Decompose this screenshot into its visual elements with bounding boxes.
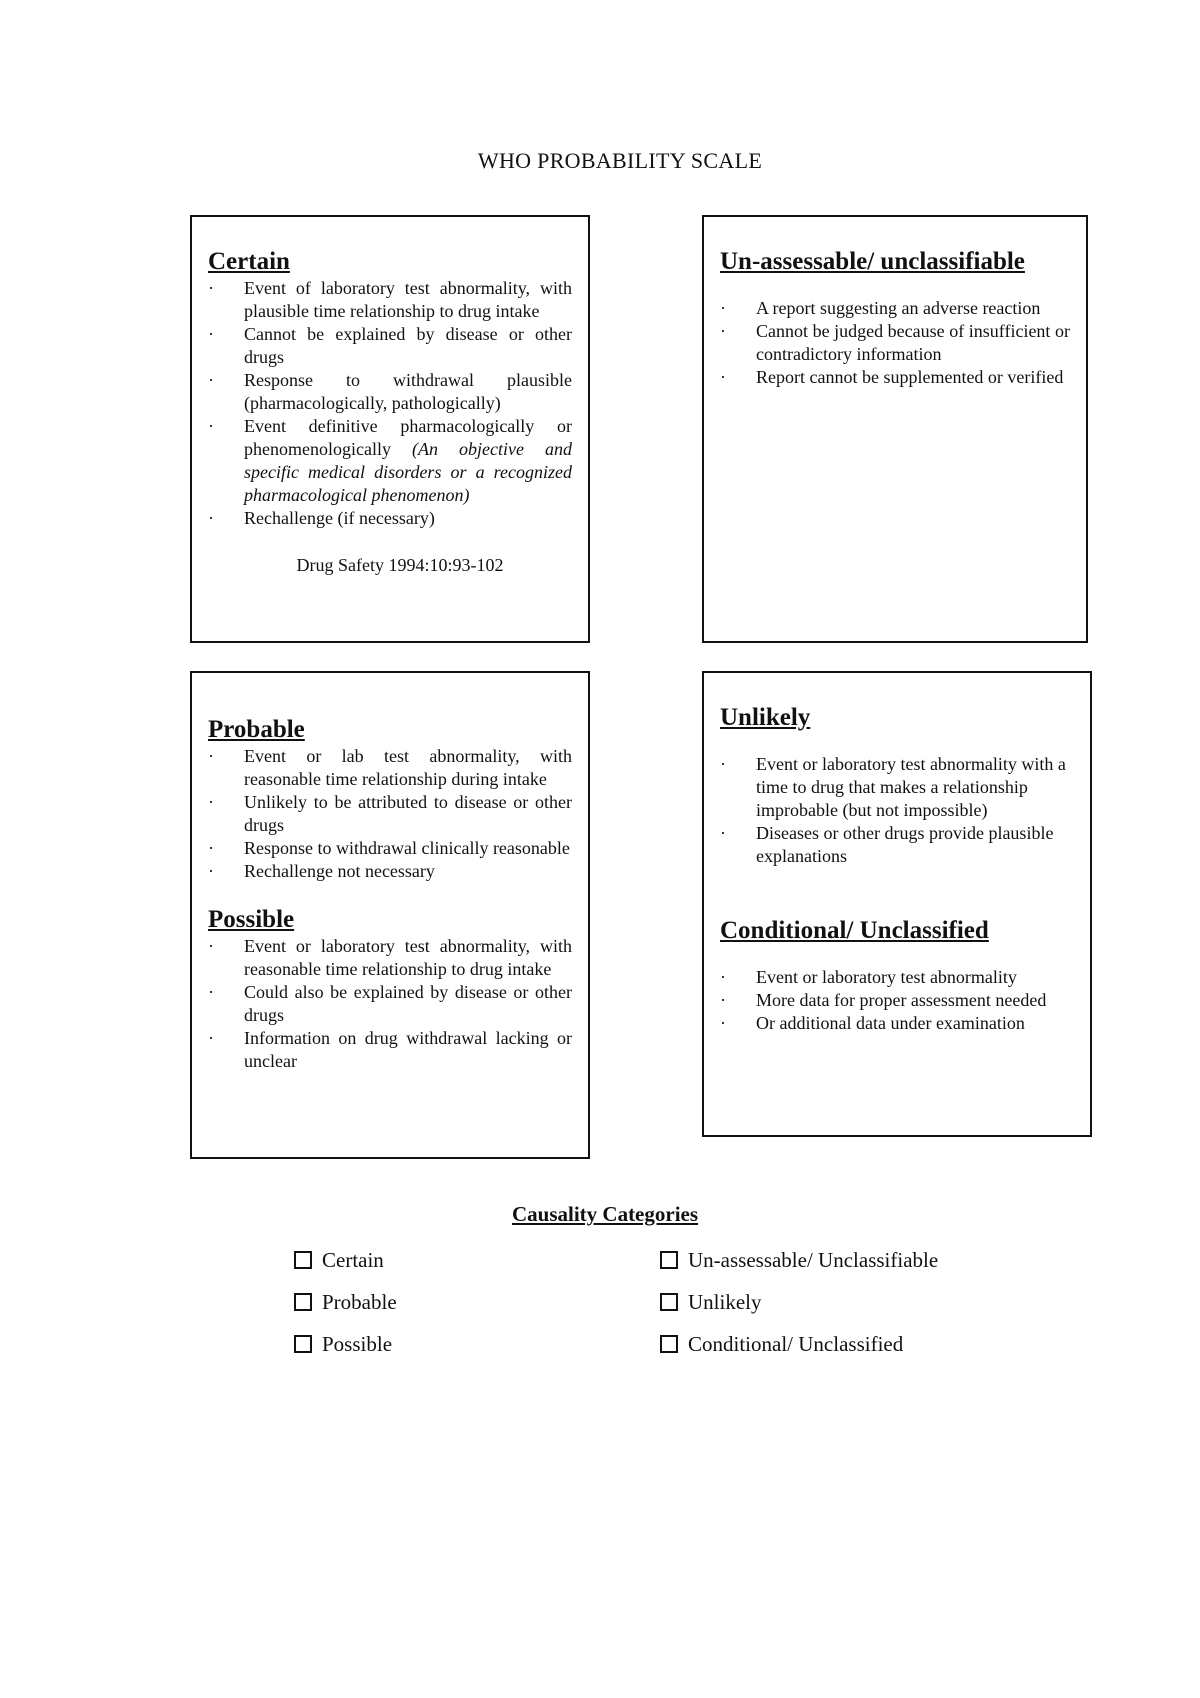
checkbox-icon[interactable] (660, 1251, 678, 1269)
checkbox-icon[interactable] (660, 1293, 678, 1311)
unassessable-heading: Un-assessable/ unclassifiable (720, 248, 1025, 275)
category-possible[interactable] (294, 1331, 392, 1357)
category-label: Conditional/ Unclassified (688, 1332, 904, 1356)
checkbox-icon[interactable] (294, 1293, 312, 1311)
category-certain[interactable] (294, 1247, 384, 1273)
list-item: · Event of laboratory test abnormality, with plausible time relationship to drug intake (208, 277, 572, 323)
citation: Drug Safety 1994:10:93-102 (296, 555, 504, 575)
category-label: Un-assessable/ Unclassifiable (688, 1248, 939, 1272)
list-item: · A report suggesting an adverse reaction (720, 297, 1070, 320)
category-conditional[interactable] (660, 1331, 903, 1357)
causality-title: Causality Categories (511, 1202, 699, 1226)
page-title: WHO PROBABILITY SCALE (477, 148, 763, 173)
possible-heading: Possible (208, 906, 295, 933)
category-probable[interactable] (294, 1289, 397, 1315)
category-label: Possible (322, 1332, 393, 1356)
unlikely-heading: Unlikely (720, 704, 811, 731)
category-unlikely[interactable] (660, 1289, 762, 1315)
category-unassessable[interactable] (660, 1247, 938, 1273)
certain-list (208, 277, 572, 530)
list-item: · Rechallenge not necessary (208, 860, 572, 883)
list-item: · Response to withdrawal plausible (pharmacologically, pathologically) (208, 369, 572, 415)
category-label: Probable (322, 1290, 397, 1314)
list-item: · Event or lab test abnormality, with reasonable time relationship during intake (208, 745, 572, 791)
unlikely-conditional-box (702, 671, 1092, 1137)
list-item-text: Event definitive pharmacologically or phenomenologically (244, 416, 572, 459)
list-item: · Event or laboratory test abnormality with a time to drug that makes a relationship improbable (but not impossible) (720, 753, 1074, 822)
checkbox-icon[interactable] (294, 1251, 312, 1269)
list-item: · Event or laboratory test abnormality (720, 966, 1074, 989)
list-item (208, 415, 572, 507)
list-item-note: (An objective and specific medical disorders or a recognized pharmacological phenomenon) (244, 439, 573, 505)
conditional-list (720, 966, 1074, 1035)
list-item: · Cannot be explained by disease or other drugs (208, 323, 572, 369)
category-label: Unlikely (688, 1290, 762, 1314)
possible-list (208, 935, 572, 1073)
unlikely-list (720, 753, 1074, 868)
probable-heading: Probable (208, 716, 305, 743)
list-item: · Or additional data under examination (720, 1012, 1074, 1035)
list-item: · Information on drug withdrawal lacking or unclear (208, 1027, 572, 1073)
checkbox-icon[interactable] (294, 1335, 312, 1353)
certain-heading: Certain (208, 248, 290, 275)
list-item: · Cannot be judged because of insufficient or contradictory information (720, 320, 1070, 366)
list-item: · Event or laboratory test abnormality, with reasonable time relationship to drug intake (208, 935, 572, 981)
checkbox-icon[interactable] (660, 1335, 678, 1353)
unassessable-box (702, 215, 1088, 643)
list-item: · Could also be explained by disease or other drugs (208, 981, 572, 1027)
probable-possible-box (190, 671, 590, 1159)
certain-box (190, 215, 590, 643)
list-item: · Unlikely to be attributed to disease or other drugs (208, 791, 572, 837)
list-item: · Rechallenge (if necessary) (208, 507, 572, 530)
list-item: · More data for proper assessment needed (720, 989, 1074, 1012)
unassessable-list (720, 297, 1070, 389)
list-item: · Diseases or other drugs provide plausible explanations (720, 822, 1074, 868)
conditional-heading: Conditional/ Unclassified (720, 917, 989, 944)
probable-list (208, 745, 572, 883)
list-item: · Report cannot be supplemented or verified (720, 366, 1070, 389)
category-label: Certain (322, 1248, 384, 1272)
list-item: · Response to withdrawal clinically reasonable (208, 837, 572, 860)
